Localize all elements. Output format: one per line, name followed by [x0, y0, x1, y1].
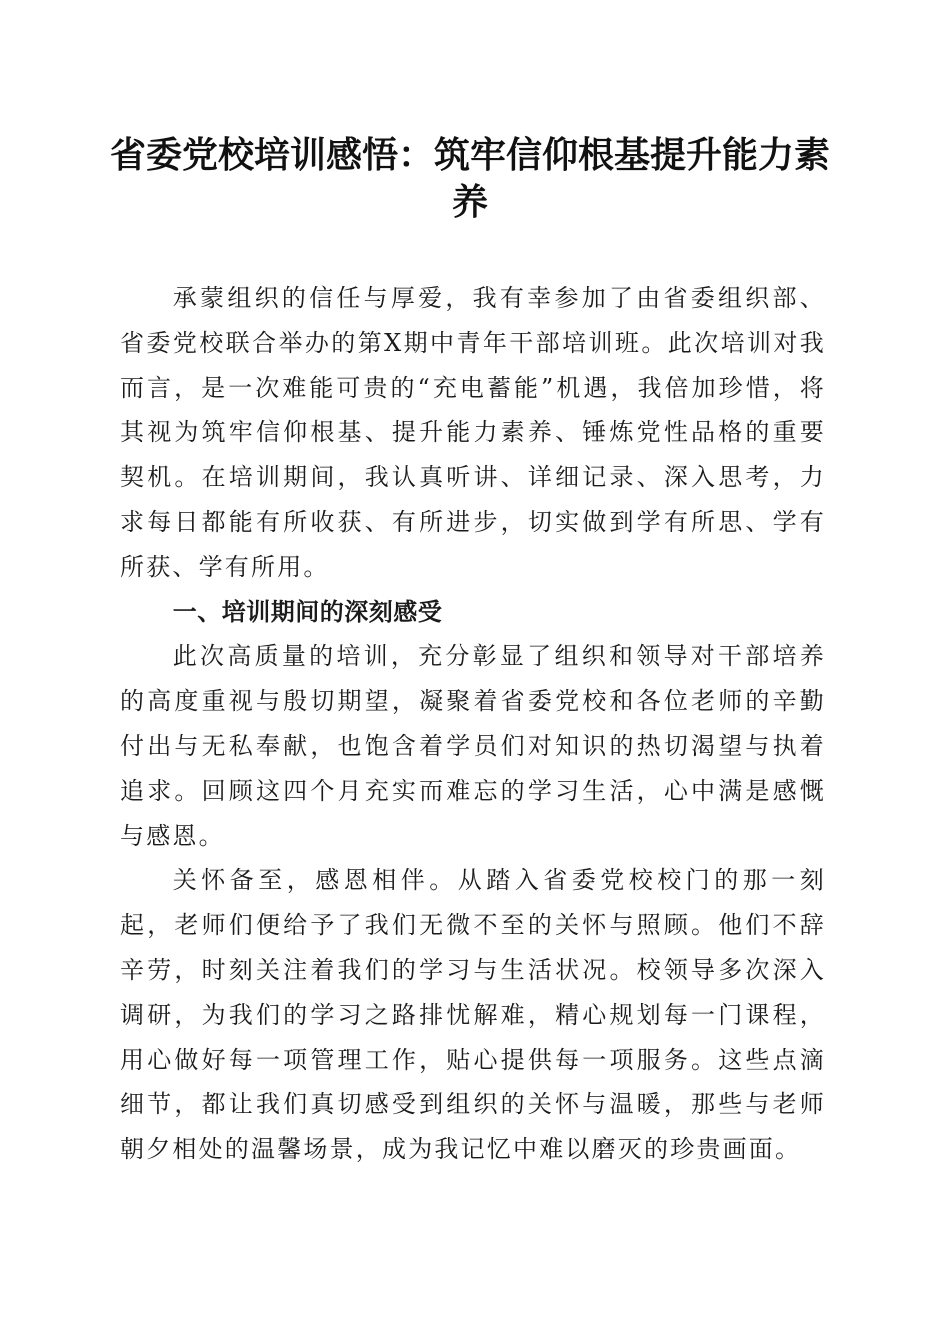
body-paragraph: 关怀备至，感恩相伴。从踏入省委党校校门的那一刻起，老师们便给予了我们无微不至的关怀与照顾。他们不辞辛劳，时刻关注着我们的学习与生活状况。校领导多次深入调研，为我们的学习之路排忧解难，精心规划每一门课程，用心做好每一项管理工作，贴心提供每一项服务。这些点滴细节，都让我们真切感受到组织的关怀与温暖，那些与老师朝夕相处的温馨场景，成为我记忆中难以磨灭的珍贵画面。	[120, 866, 826, 1164]
body-paragraph: 此次高质量的培训，充分彰显了组织和领导对干部培养的高度重视与殷切期望，凝聚着省委党校和各位老师的辛勤付出与无私奉献，也饱含着学员们对知识的热切渴望与执着追求。回顾这四个月充实而难忘的学习生活，心中满是感慨与感恩。	[120, 642, 826, 850]
section-heading: 一、培训期间的深刻感受	[172, 597, 443, 626]
document-body	[120, 276, 826, 1172]
intro-paragraph: 承蒙组织的信任与厚爱，我有幸参加了由省委组织部、省委党校联合举办的第X期中青年干部培训班。此次培训对我而言，是一次难能可贵的“充电蓄能”机遇，我倍加珍惜，将其视为筑牢信仰根基、提升能力素养、锤炼党性品格的重要契机。在培训期间，我认真听讲、详细记录、深入思考，力求每日都能有所收获、有所进步，切实做到学有所思、学有所获、学有所用。	[120, 284, 826, 581]
document-title: 省委党校培训感悟：筑牢信仰根基提升能力素养	[109, 134, 830, 223]
